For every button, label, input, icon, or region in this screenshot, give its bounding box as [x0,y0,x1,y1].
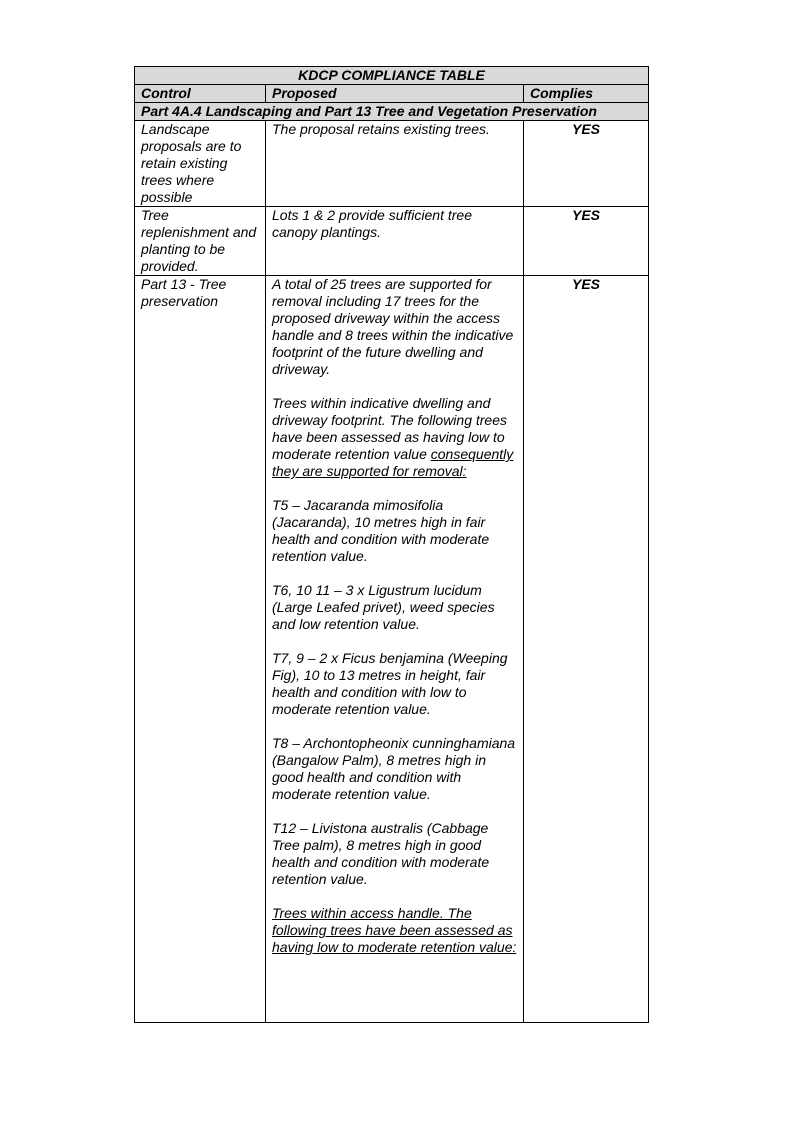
table-row [135,276,649,1023]
proposed-paragraph: A total of 25 trees are supported for removal including 17 trees for the proposed driveway within the access handle and 8 trees within the indicative footprint of the future dwelling and driveway. [272,276,514,377]
proposed-cell: Lots 1 & 2 provide sufficient tree canopy plantings. [266,207,524,276]
complies-cell: YES [524,207,649,276]
proposed-cell [266,276,524,1023]
complies-cell: YES [524,276,649,1023]
control-cell: Tree replenishment and planting to be provided. [135,207,266,276]
compliance-table [134,66,649,1023]
header-complies: Complies [524,85,649,103]
section-row [135,103,649,121]
table-row [135,207,649,276]
tree-entry: T8 – Archontopheonix cunninghamiana (Bangalow Palm), 8 metres high in good health and condition with moderate retention value. [272,735,516,802]
header-proposed: Proposed [266,85,524,103]
section-heading: Part 4A.4 Landscaping and Part 13 Tree and Vegetation Preservation [135,103,649,121]
tree-entry: T7, 9 – 2 x Ficus benjamina (Weeping Fig), 10 to 13 metres in height, fair health and condition with low to moderate retention value. [272,650,508,717]
complies-cell: YES [524,121,649,207]
table-row [135,121,649,207]
title-row [135,67,649,85]
control-cell: Landscape proposals are to retain existing trees where possible [135,121,266,207]
header-row [135,85,649,103]
header-control: Control [135,85,266,103]
tree-entry: T6, 10 11 – 3 x Ligustrum lucidum (Large Leafed privet), weed species and low retention value. [272,582,495,632]
proposed-paragraph [272,395,517,480]
tree-entry: T5 – Jacaranda mimosifolia (Jacaranda), 10 metres high in fair health and condition with moderate retention value. [272,497,490,564]
proposed-cell: The proposal retains existing trees. [266,121,524,207]
paragraph-text: Trees within indicative dwelling and driveway footprint. The following trees have been assessed as having low to moderate retention value [272,395,507,462]
underlined-text: consequently they are supported for removal: [272,446,514,479]
table-title: KDCP COMPLIANCE TABLE [135,67,649,85]
underlined-heading: Trees within access handle. The following trees have been assessed as having low to moderate retention value: [272,905,517,955]
tree-entry: T12 – Livistona australis (Cabbage Tree palm), 8 metres high in good health and condition with moderate retention value. [272,820,490,887]
control-cell: Part 13 - Tree preservation [135,276,266,1023]
